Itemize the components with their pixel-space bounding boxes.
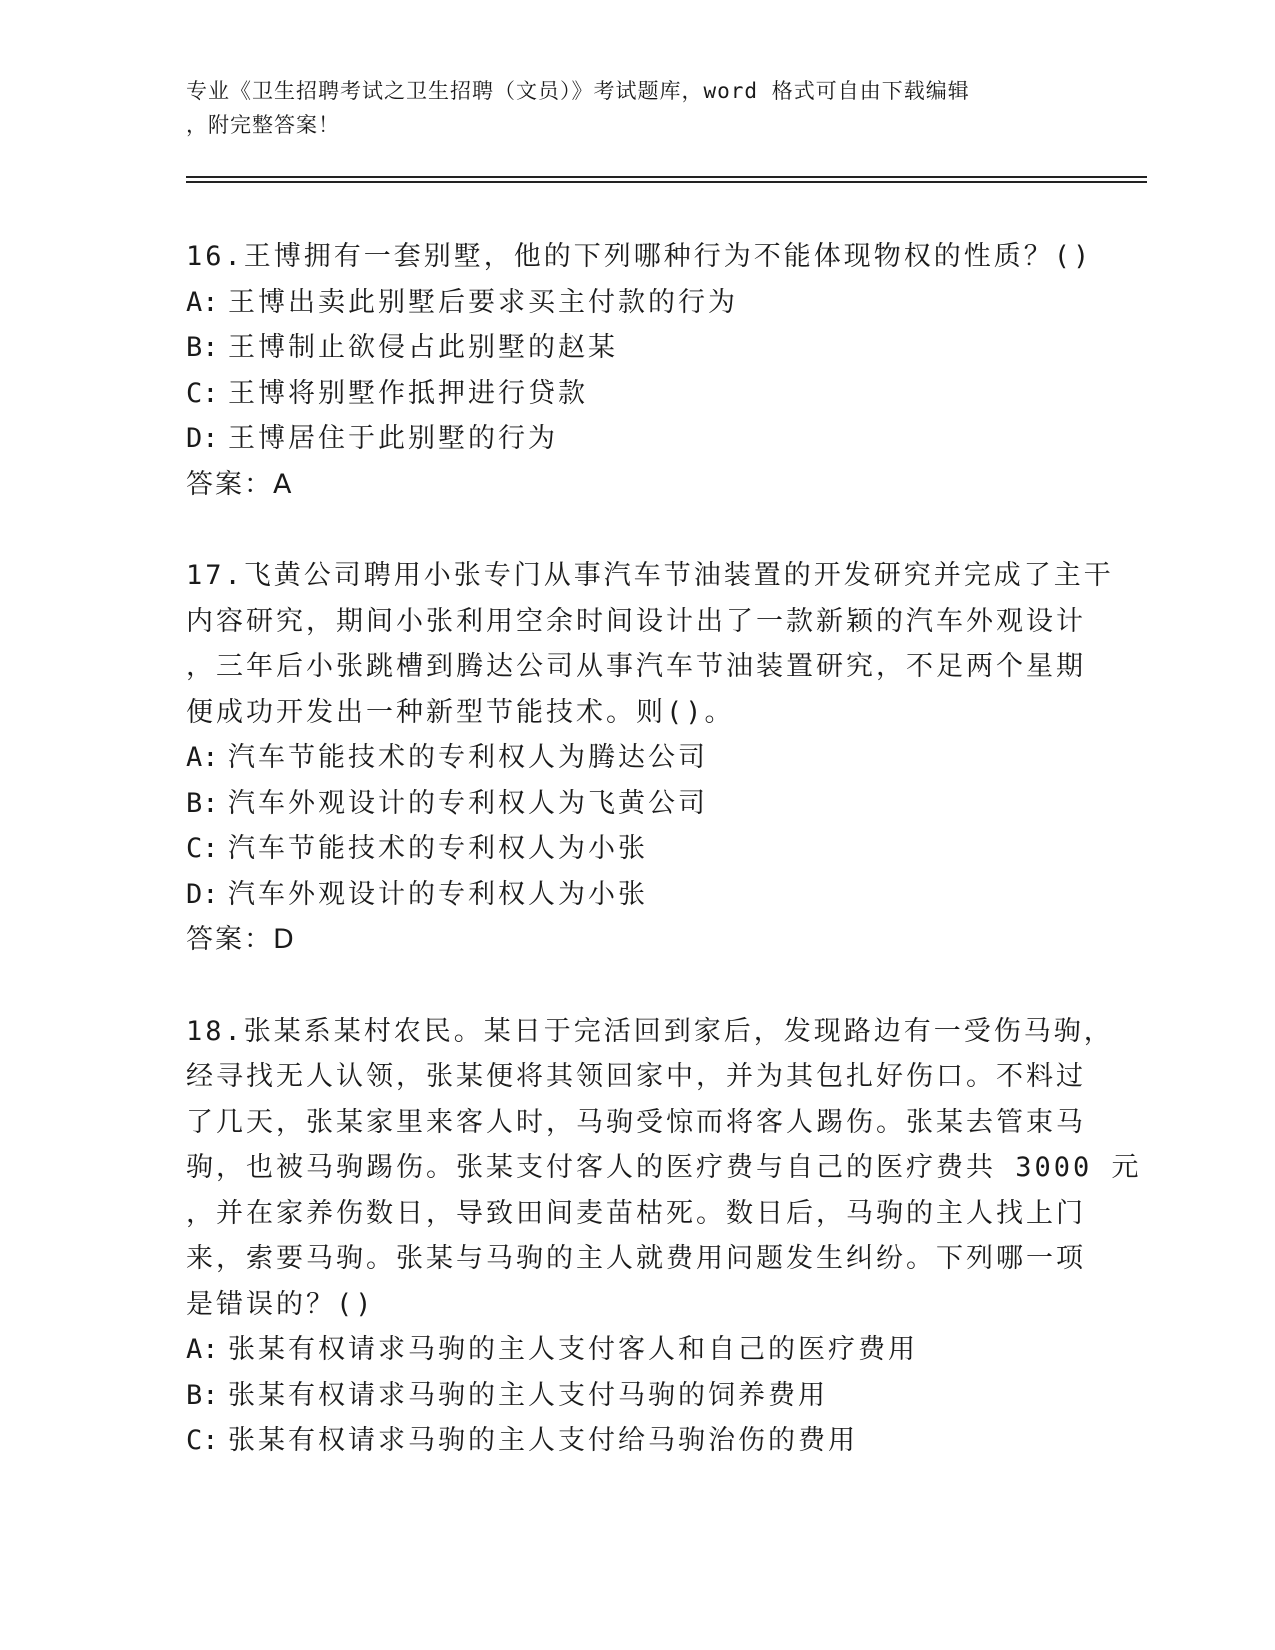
option-a bbox=[186, 735, 1086, 781]
option-letter: C: bbox=[186, 833, 219, 864]
option-letter: B: bbox=[186, 1379, 219, 1411]
question-stem: 经寻找无人认领，张某便将其领回家中，并为其包扎好伤口。不料过 bbox=[186, 1061, 1086, 1092]
option-letter: A: bbox=[186, 286, 219, 318]
question-stem: 16.王博拥有一套别墅，他的下列哪种行为不能体现物权的性质？() bbox=[186, 241, 1093, 272]
question-stem: 便成功开发出一种新型节能技术。则()。 bbox=[186, 696, 735, 728]
question-stem: 17.飞黄公司聘用小张专门从事汽车节油装置的开发研究并完成了主干 bbox=[186, 560, 1114, 591]
question-stem: 驹，也被马驹踢伤。张某支付客人的医疗费与自己的医疗费共 3000 元 bbox=[186, 1152, 1142, 1183]
option-c bbox=[186, 1418, 1086, 1464]
option-text: 张某有权请求马驹的主人支付给马驹治伤的费用 bbox=[228, 1425, 858, 1456]
document-header bbox=[186, 74, 1076, 142]
option-a bbox=[186, 280, 1086, 326]
option-letter: D: bbox=[186, 878, 219, 910]
option-b bbox=[186, 325, 1086, 371]
option-letter: C: bbox=[186, 377, 219, 409]
option-letter: A: bbox=[186, 1334, 219, 1365]
question-18 bbox=[186, 1009, 1142, 1464]
option-letter: A: bbox=[186, 742, 219, 773]
option-letter: B: bbox=[186, 332, 219, 363]
option-letter: D: bbox=[186, 423, 219, 454]
option-text: 王博制止欲侵占此别墅的赵某 bbox=[228, 332, 618, 363]
question-stem: ，并在家养伤数日，导致田间麦苗枯死。数日后，马驹的主人找上门 bbox=[186, 1197, 1086, 1229]
header-line: 专业《卫生招聘考试之卫生招聘（文员）》考试题库，word 格式可自由下载编辑 bbox=[186, 79, 970, 103]
option-b bbox=[186, 1373, 1086, 1419]
header-line: ，附完整答案！ bbox=[186, 113, 340, 137]
option-d bbox=[186, 416, 1086, 462]
question-stem: 18.张某系某村农民。某日于完活回到家后，发现路边有一受伤马驹， bbox=[186, 1015, 1114, 1047]
option-c bbox=[186, 371, 1086, 417]
option-text: 王博居住于此别墅的行为 bbox=[228, 423, 558, 454]
option-a bbox=[186, 1327, 1086, 1373]
question-stem: 是错误的？() bbox=[186, 1288, 375, 1320]
option-text: 张某有权请求马驹的主人支付马驹的饲养费用 bbox=[228, 1379, 828, 1411]
question-16 bbox=[186, 234, 1093, 507]
option-c bbox=[186, 826, 1086, 872]
question-list bbox=[186, 234, 1142, 1510]
question-17 bbox=[186, 553, 1114, 963]
option-text: 汽车节能技术的专利权人为小张 bbox=[228, 833, 648, 864]
answer: 答案：D bbox=[186, 924, 296, 955]
option-text: 汽车节能技术的专利权人为腾达公司 bbox=[228, 742, 708, 773]
answer: 答案：A bbox=[186, 468, 294, 500]
question-stem: 了几天，张某家里来客人时，马驹受惊而将客人踢伤。张某去管束马 bbox=[186, 1106, 1086, 1138]
header-divider-top bbox=[186, 176, 1147, 178]
header-divider-bottom bbox=[186, 181, 1147, 183]
option-text: 张某有权请求马驹的主人支付客人和自己的医疗费用 bbox=[228, 1334, 918, 1365]
option-text: 汽车外观设计的专利权人为小张 bbox=[228, 878, 648, 910]
question-stem: 内容研究，期间小张利用空余时间设计出了一款新颖的汽车外观设计 bbox=[186, 605, 1086, 637]
option-text: 王博将别墅作抵押进行贷款 bbox=[228, 377, 588, 409]
question-stem: 来，索要马驹。张某与马驹的主人就费用问题发生纠纷。下列哪一项 bbox=[186, 1243, 1086, 1274]
option-d bbox=[186, 872, 1086, 918]
option-letter: C: bbox=[186, 1425, 219, 1456]
option-letter: B: bbox=[186, 787, 219, 819]
option-text: 汽车外观设计的专利权人为飞黄公司 bbox=[228, 787, 708, 819]
option-text: 王博出卖此别墅后要求买主付款的行为 bbox=[228, 286, 738, 318]
option-b bbox=[186, 781, 1086, 827]
question-stem: ，三年后小张跳槽到腾达公司从事汽车节油装置研究，不足两个星期 bbox=[186, 651, 1086, 682]
